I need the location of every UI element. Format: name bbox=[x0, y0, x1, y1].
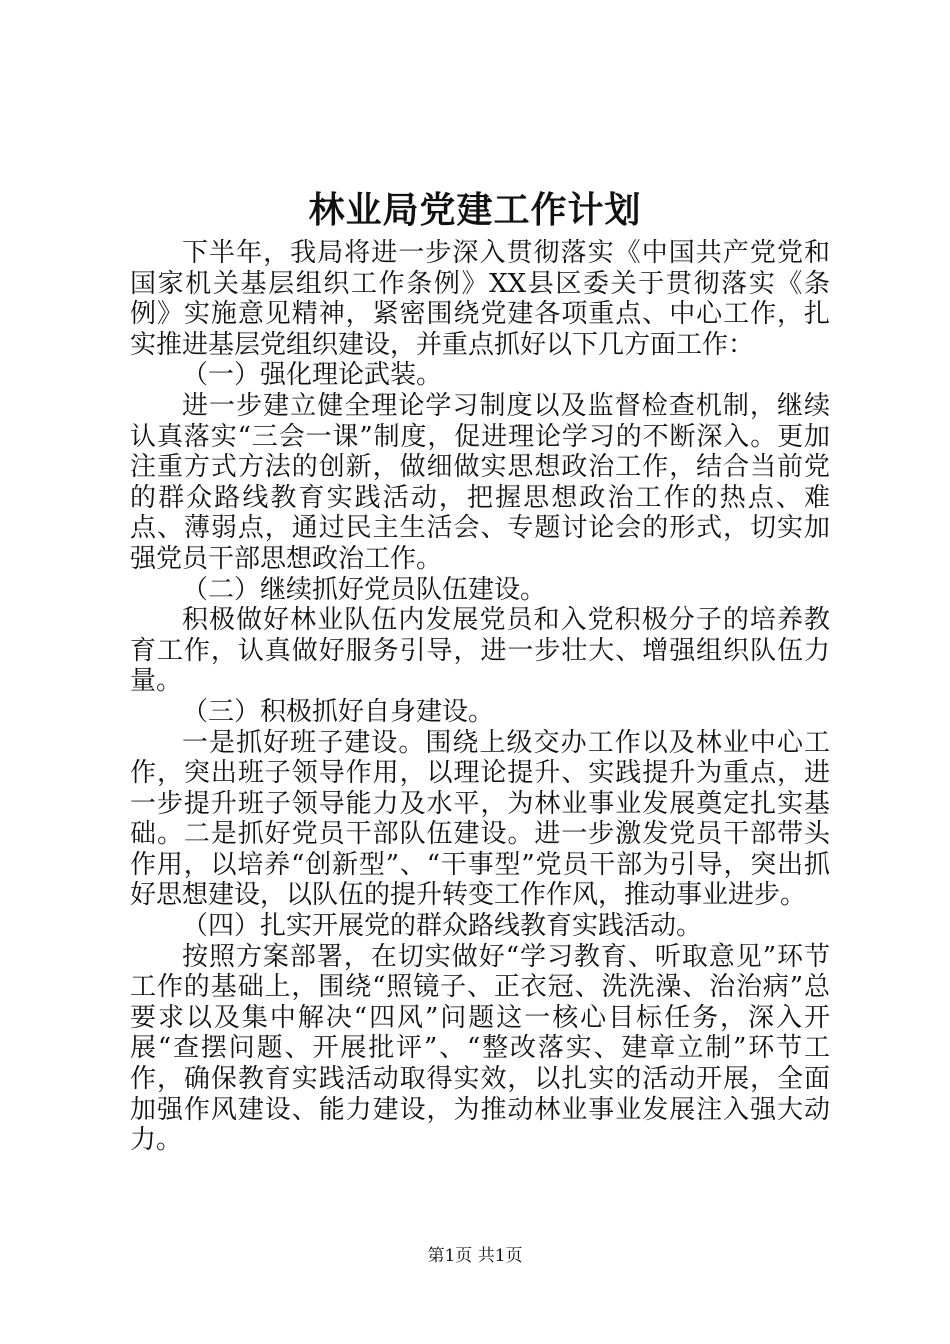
section-heading-2: （二）继续抓好党员队伍建设。 bbox=[182, 574, 547, 605]
document-body bbox=[130, 238, 830, 1156]
intro-paragraph: 下半年，我局将进一步深入贯彻落实《中国共产党党和国家机关基层组织工作条例》XX县区委关于贯彻落实《条例》实施意见精神，紧密围绕党建各项重点、中心工作，扎实推进基层党组织建设，并重点抓好以下几方面工作： bbox=[130, 238, 830, 360]
section-paragraph-3: 一是抓好班子建设。围绕上级交办工作以及林业中心工作，突出班子领导作用，以理论提升、实践提升为重点，进一步提升班子领导能力及水平，为林业事业发展奠定扎实基础。二是抓好党员干部队伍建设。进一步激发党员干部带头作用，以培养“创新型”、“干事型”党员干部为引导，突出抓好思想建设，以队伍的提升转变工作作风，推动事业进步。 bbox=[130, 727, 830, 911]
section-paragraph-2: 积极做好林业队伍内发展党员和入党积极分子的培养教育工作，认真做好服务引导，进一步壮大、增强组织队伍力量。 bbox=[130, 605, 830, 697]
page-footer: 第1页 共1页 bbox=[427, 1246, 523, 1266]
section-heading-4: （四）扎实开展党的群众路线教育实践活动。 bbox=[182, 911, 703, 942]
section-paragraph-4: 按照方案部署，在切实做好“学习教育、听取意见”环节工作的基础上，围绕“照镜子、正衣冠、洗洗澡、治治病”总要求以及集中解决“四风”问题这一核心目标任务，深入开展“查摆问题、开展批评”、“整改落实、建章立制”环节工作，确保教育实践活动取得实效，以扎实的活动开展，全面加强作风建设、能力建设，为推动林业事业发展注入强大动力。 bbox=[130, 941, 830, 1156]
document-title: 林业局党建工作计划 bbox=[308, 189, 642, 231]
section-paragraph-1: 进一步建立健全理论学习制度以及监督检查机制，继续认真落实“三会一课”制度，促进理论学习的不断深入。更加注重方式方法的创新，做细做实思想政治工作，结合当前党的群众路线教育实践活动，把握思想政治工作的热点、难点、薄弱点，通过民主生活会、专题讨论会的形式，切实加强党员干部思想政治工作。 bbox=[130, 390, 830, 574]
section-heading-1: （一）强化理论武装。 bbox=[182, 360, 443, 391]
section-heading-3: （三）积极抓好自身建设。 bbox=[182, 696, 495, 727]
